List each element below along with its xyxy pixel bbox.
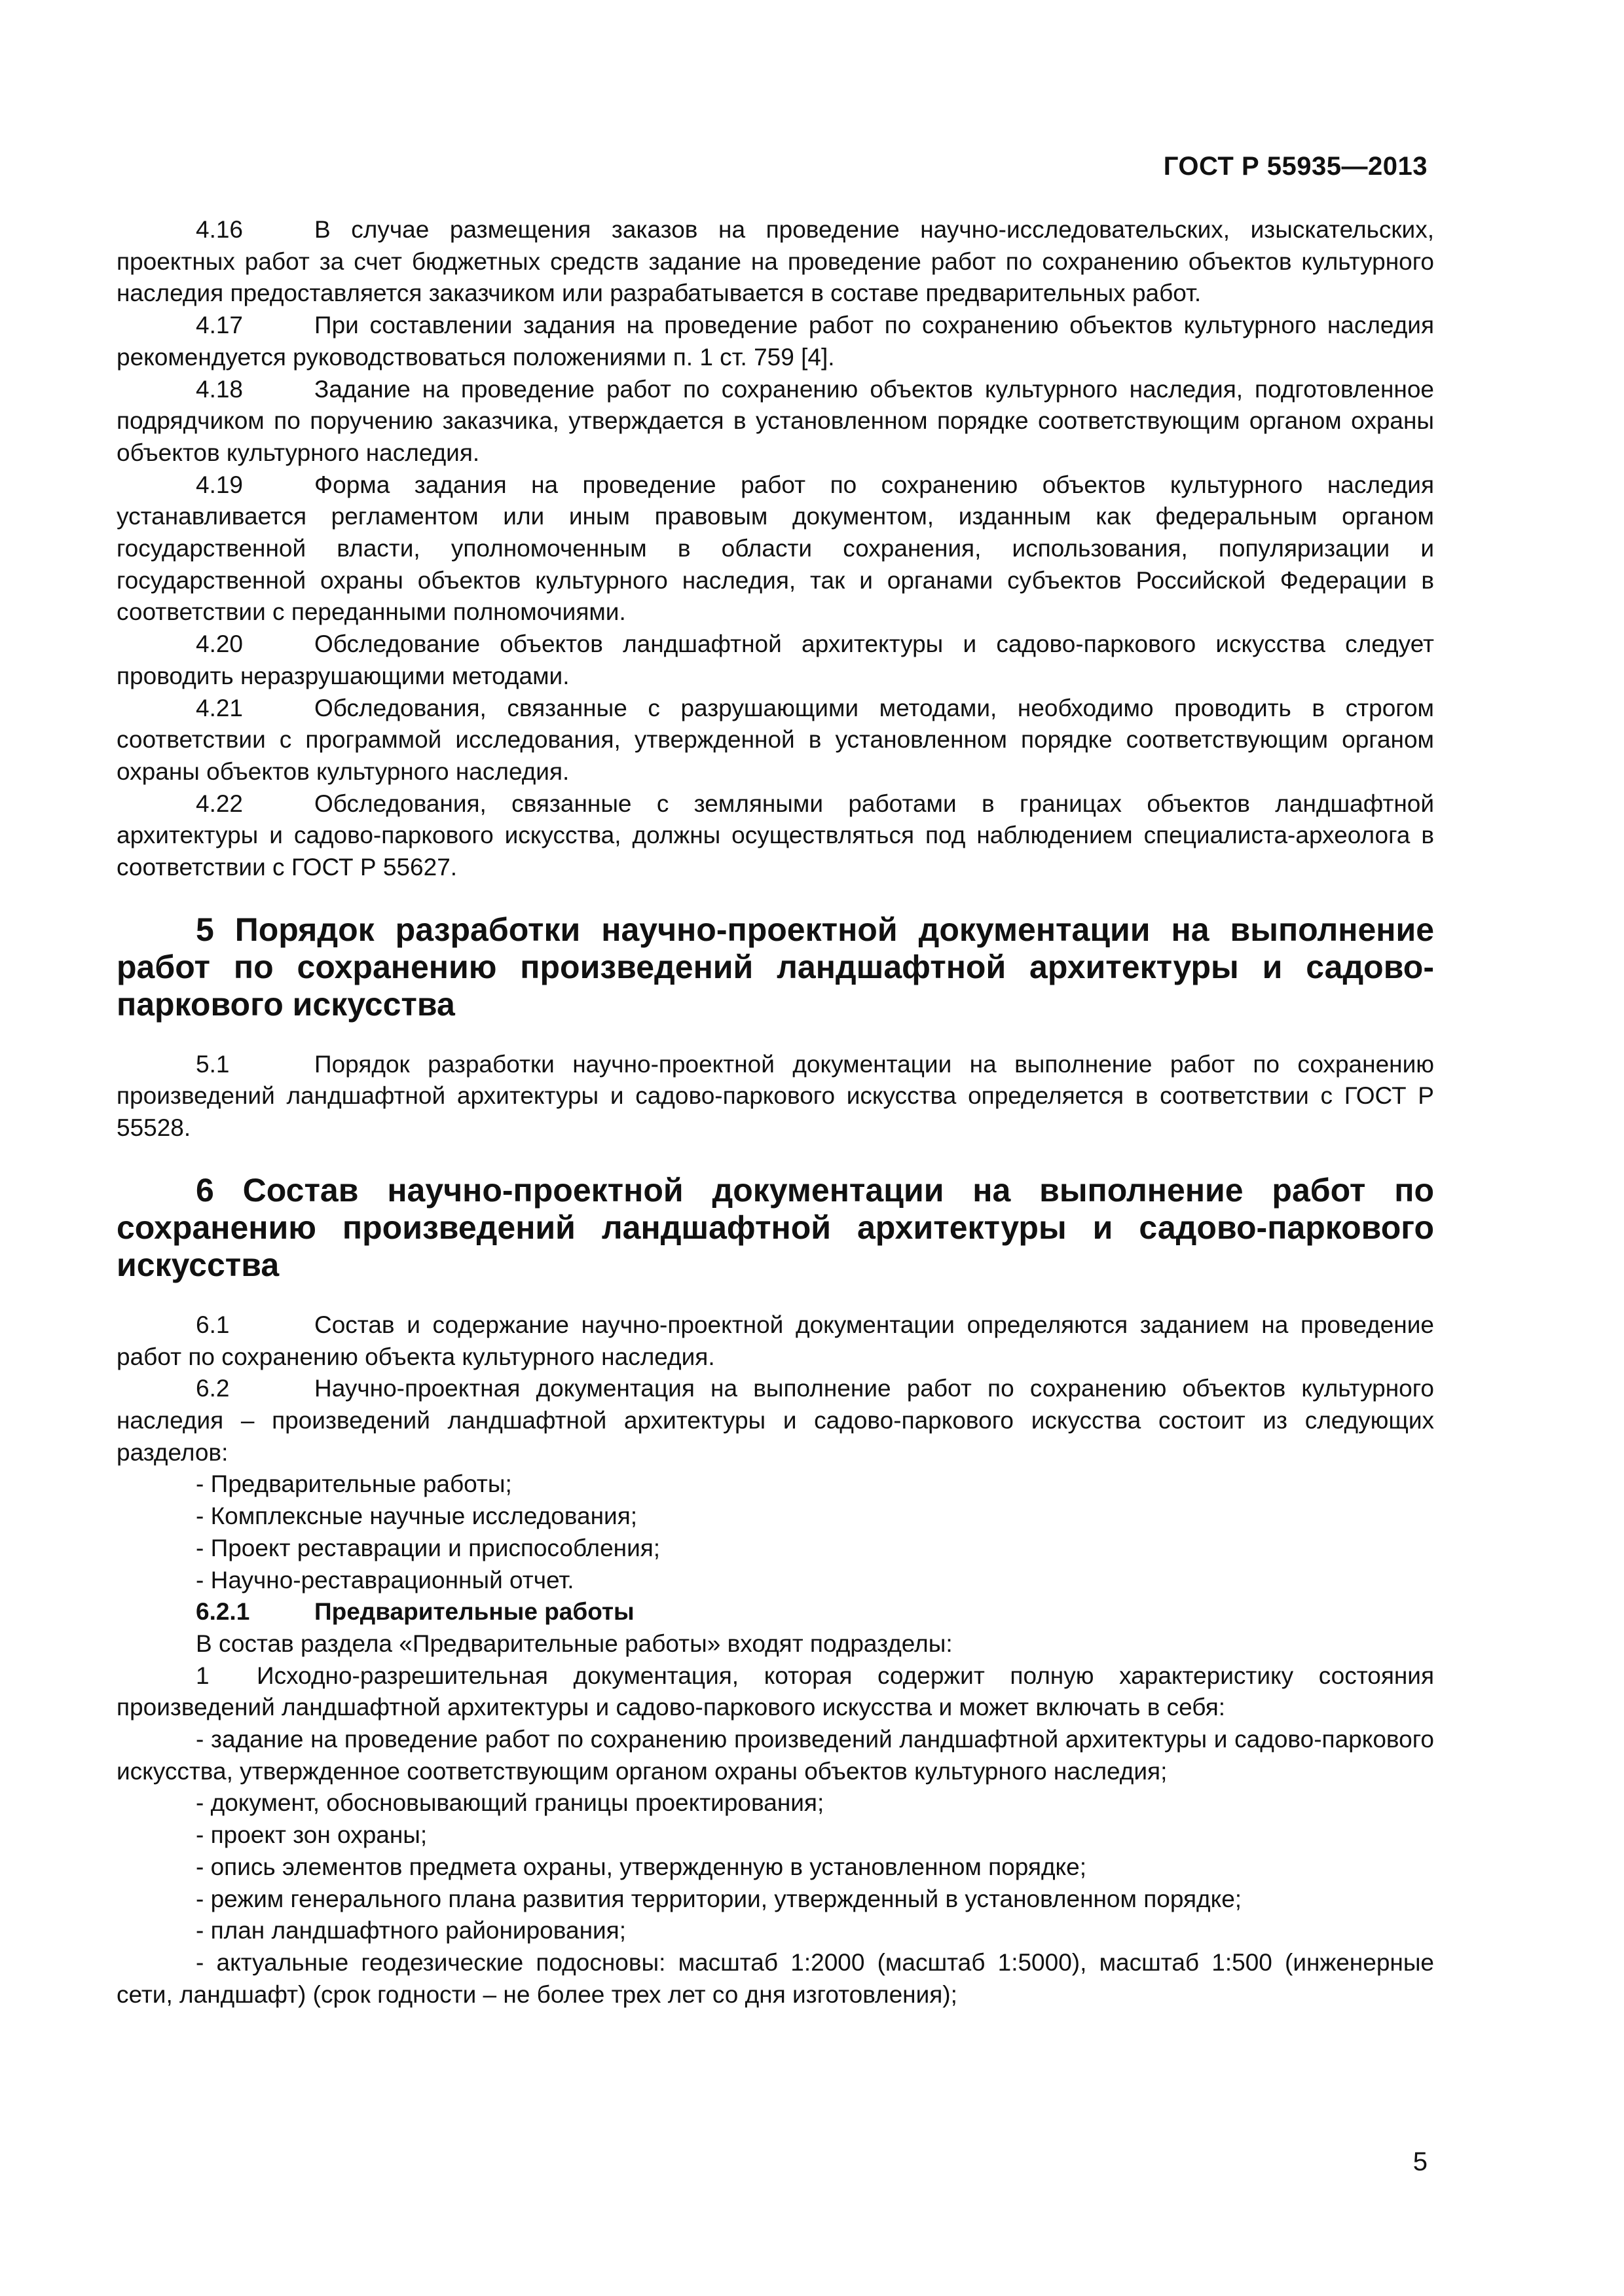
clause-number: 4.16 xyxy=(196,216,244,243)
list-item: - Предварительные работы; xyxy=(196,1470,512,1498)
list-item: - проект зон охраны; xyxy=(196,1821,428,1849)
list-item: - режим генерального плана развития территории, утвержденный в установленном порядке; xyxy=(196,1885,1242,1912)
list-item-1 xyxy=(117,1660,1434,1724)
clause-number: 4.21 xyxy=(196,694,244,721)
clause-text: Форма задания на проведение работ по сохранению объектов культурного наследия устанавливается регламентом или иным правовым документом, изданным как федеральным органом государственной власти, уполномоченным в области сохранения, использования, популяризации и государственной охраны объектов культурного наследия, так и органами субъектов Российской Федерации в соответствии с переданными полномочиями. xyxy=(117,471,1434,626)
subsection-title: Предварительные работы xyxy=(314,1598,635,1626)
page-number: 5 xyxy=(1412,2147,1428,2176)
clause-number: 6.2 xyxy=(196,1375,230,1402)
list-item: - актуальные геодезические подосновы: масштаб 1:2000 (масштаб 1:5000), масштаб 1:500 (инженерные сети, ландшафт) (срок годности – не более трех лет со дня изготовления); xyxy=(117,1948,1434,2008)
subsection-number: 6.2.1 xyxy=(196,1598,250,1626)
list-item: - Проект реставрации и приспособления; xyxy=(196,1534,661,1561)
document-body xyxy=(117,214,1434,2011)
clause-number: 4.22 xyxy=(196,790,244,817)
subsection-intro: В состав раздела «Предварительные работы» входят подразделы: xyxy=(196,1630,953,1657)
clause-text: В случае размещения заказов на проведение научно-исследовательских, изыскательских, проектных работ за счет бюджетных средств задание на проведение работ по сохранению объектов культурного наследия предоставляется заказчиком или разрабатывается в составе предварительных работ. xyxy=(117,216,1434,307)
clause-4-19 xyxy=(117,469,1434,629)
list-item: - план ландшафтного районирования; xyxy=(196,1917,626,1944)
clause-text: Обследования, связанные с земляными работами в границах объектов ландшафтной архитектуры и садово-паркового искусства, должны осуществляться под наблюдением специалиста-археолога в соответствии с ГОСТ Р 55627. xyxy=(117,790,1434,881)
document-id-header: ГОСТ Р 55935—2013 xyxy=(1163,152,1428,181)
clause-number: 4.19 xyxy=(196,471,244,498)
clause-4-21 xyxy=(117,693,1434,788)
clause-4-16 xyxy=(117,214,1434,310)
clause-text: Состав и содержание научно-проектной документации определяются заданием на проведение работ по сохранению объекта культурного наследия. xyxy=(117,1311,1434,1370)
clause-4-20 xyxy=(117,629,1434,692)
clause-6-1 xyxy=(117,1309,1434,1373)
clause-text: Обследование объектов ландшафтной архитектуры и садово-паркового искусства следует проводить неразрушающими методами. xyxy=(117,630,1434,689)
section-6-heading: 6 Состав научно-проектной документации на выполнение работ по сохранению произведений ландшафтной архитектуры и садово-паркового искусства xyxy=(117,1171,1434,1283)
clause-4-17 xyxy=(117,310,1434,373)
item-number: 1 xyxy=(196,1662,210,1689)
list-item: - задание на проведение работ по сохранению произведений ландшафтной архитектуры и садово-паркового искусства, утвержденное соответствующим органом охраны объектов культурного наследия; xyxy=(117,1726,1434,1785)
clause-number: 4.17 xyxy=(196,312,244,339)
list-item: - Комплексные научные исследования; xyxy=(196,1503,638,1530)
subsection-6-2-1-heading xyxy=(117,1596,1434,1628)
section-5-heading: 5 Порядок разработки научно-проектной документации на выполнение работ по сохранению произведений ландшафтной архитектуры и садово-паркового искусства xyxy=(117,911,1434,1023)
list-item: - Научно-реставрационный отчет. xyxy=(196,1566,574,1594)
list-item: - документ, обосновывающий границы проектирования; xyxy=(196,1789,824,1817)
clause-text: При составлении задания на проведение работ по сохранению объектов культурного наследия рекомендуется руководствоваться положениями п. 1 ст. 759 [4]. xyxy=(117,312,1434,371)
clause-text: Порядок разработки научно-проектной документации на выполнение работ по сохранению произведений ландшафтной архитектуры и садово-паркового искусства определяется в соответствии с ГОСТ Р 55528. xyxy=(117,1050,1434,1142)
list-item: - опись элементов предмета охраны, утвержденную в установленном порядке; xyxy=(196,1853,1087,1880)
clause-5-1 xyxy=(117,1049,1434,1144)
clause-text: Научно-проектная документация на выполнение работ по сохранению объектов культурного наследия – произведений ландшафтной архитектуры и садово-паркового искусства состоит из следующих разделов: xyxy=(117,1375,1434,1466)
clause-number: 5.1 xyxy=(196,1050,230,1078)
clause-text: Обследования, связанные с разрушающими методами, необходимо проводить в строгом соответствии с программой исследования, утвержденной в установленном порядке соответствующим органом охраны объектов культурного наследия. xyxy=(117,694,1434,785)
clause-number: 4.20 xyxy=(196,630,244,658)
clause-4-22 xyxy=(117,788,1434,884)
clause-number: 4.18 xyxy=(196,375,244,403)
clause-text: Задание на проведение работ по сохранению объектов культурного наследия, подготовленное подрядчиком по поручению заказчика, утверждается в установленном порядке соответствующим органом охраны объектов культурного наследия. xyxy=(117,375,1434,466)
clause-number: 6.1 xyxy=(196,1311,230,1338)
item-text: Исходно-разрешительная документация, которая содержит полную характеристику состояния произведений ландшафтной архитектуры и садово-паркового искусства и может включать в себя: xyxy=(117,1662,1434,1721)
clause-4-18 xyxy=(117,374,1434,469)
clause-6-2 xyxy=(117,1373,1434,1468)
